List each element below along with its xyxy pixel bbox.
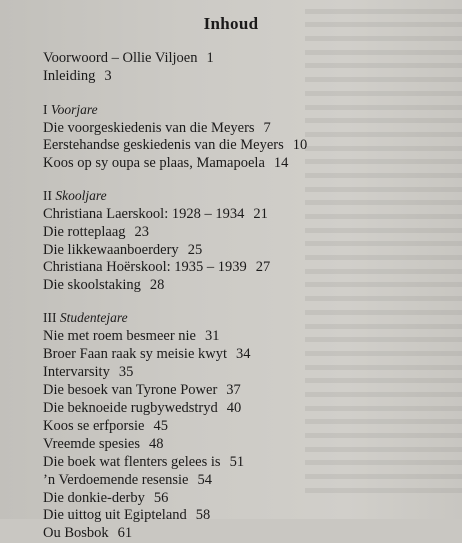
entry-page: 56 <box>153 489 169 506</box>
section-name: Voorjare <box>50 101 98 117</box>
entry-label: Inleiding <box>43 68 96 85</box>
toc-entry <box>43 454 443 472</box>
toc-entry <box>43 259 443 277</box>
entry-page: 21 <box>253 206 268 223</box>
section-skooljare <box>43 186 443 294</box>
entry-page: 31 <box>205 328 220 345</box>
entry-label: Christiana Hoërskool: 1935 – 1939 <box>43 259 247 276</box>
entry-label: Die boek wat flenters gelees is <box>43 453 221 470</box>
entry-label: Voorwoord – Ollie Viljoen <box>43 50 198 66</box>
toc-entry <box>43 507 443 525</box>
toc-entry <box>43 328 443 346</box>
toc-entry <box>43 137 443 155</box>
entry-page: 45 <box>153 417 168 434</box>
entry-label: Ou Bosbok <box>43 525 109 542</box>
toc-entry <box>43 67 443 85</box>
entry-page: 27 <box>255 259 271 276</box>
section-studentejare <box>43 308 443 543</box>
toc-entry <box>43 155 443 173</box>
entry-label: Die voorgeskiedenis van die Meyers <box>43 119 255 136</box>
entry-label: Koos se erfporsie <box>43 417 145 434</box>
entry-label: Intervarsity <box>43 364 110 381</box>
entry-page: 35 <box>118 364 134 381</box>
toc-entry <box>43 525 443 543</box>
entry-page: 54 <box>197 471 212 488</box>
entry-label: Koos op sy oupa se plaas, Mamapoela <box>43 154 265 171</box>
entry-page: 40 <box>226 399 242 416</box>
toc-entry <box>43 120 443 138</box>
page-title: Inhoud <box>203 14 259 33</box>
toc-entry <box>43 472 443 490</box>
toc-entry <box>43 277 443 295</box>
section-voorjare <box>43 100 443 173</box>
section-name: Skooljare <box>55 188 107 204</box>
section-numeral: II <box>43 188 52 204</box>
toc-entry <box>43 382 443 400</box>
toc-entry <box>43 242 443 260</box>
entry-page: 51 <box>229 453 245 470</box>
entry-label: Die beknoeide rugbywedstryd <box>43 399 218 416</box>
entry-page: 1 <box>206 50 214 66</box>
entry-page: 3 <box>104 68 112 85</box>
toc-entry <box>43 206 443 224</box>
table-of-contents <box>43 49 443 543</box>
section-numeral: III <box>43 310 57 326</box>
front-matter <box>43 49 443 86</box>
entry-page: 58 <box>195 507 211 524</box>
entry-page: 23 <box>134 223 150 240</box>
entry-label: Vreemde spesies <box>43 435 140 452</box>
entry-label: Die rotteplaag <box>43 223 126 240</box>
section-heading <box>43 186 443 206</box>
toc-entry <box>43 400 443 418</box>
entry-page: 28 <box>149 276 165 293</box>
entry-page: 34 <box>236 346 251 363</box>
toc-entry <box>43 224 443 242</box>
section-heading <box>43 308 443 328</box>
entry-page: 25 <box>187 241 203 258</box>
entry-label: ’n Verdoemende resensie <box>43 471 189 488</box>
section-heading <box>43 100 443 120</box>
toc-entry <box>43 418 443 436</box>
entry-label: Eerstehandse geskiedenis van die Meyers <box>43 137 284 154</box>
entry-page: 14 <box>273 154 289 171</box>
section-numeral: I <box>43 101 48 117</box>
section-name: Studentejare <box>59 310 128 326</box>
entry-page: 10 <box>292 137 308 154</box>
toc-entry <box>43 346 443 364</box>
toc-entry <box>43 490 443 508</box>
toc-entry <box>43 364 443 382</box>
entry-page: 61 <box>117 525 133 542</box>
entry-label: Die uittog uit Egipteland <box>43 507 187 524</box>
entry-page: 37 <box>226 382 241 399</box>
entry-page: 48 <box>148 435 164 452</box>
entry-label: Christiana Laerskool: 1928 – 1934 <box>43 206 245 223</box>
entry-label: Nie met roem besmeer nie <box>43 328 196 345</box>
entry-label: Die likkewaanboerdery <box>43 241 179 258</box>
toc-entry <box>43 49 443 67</box>
entry-page: 7 <box>263 119 271 136</box>
toc-entry <box>43 436 443 454</box>
entry-label: Broer Faan raak sy meisie kwyt <box>43 346 228 363</box>
entry-label: Die skoolstaking <box>43 276 141 293</box>
entry-label: Die besoek van Tyrone Power <box>43 382 218 399</box>
entry-label: Die donkie-derby <box>43 489 145 506</box>
